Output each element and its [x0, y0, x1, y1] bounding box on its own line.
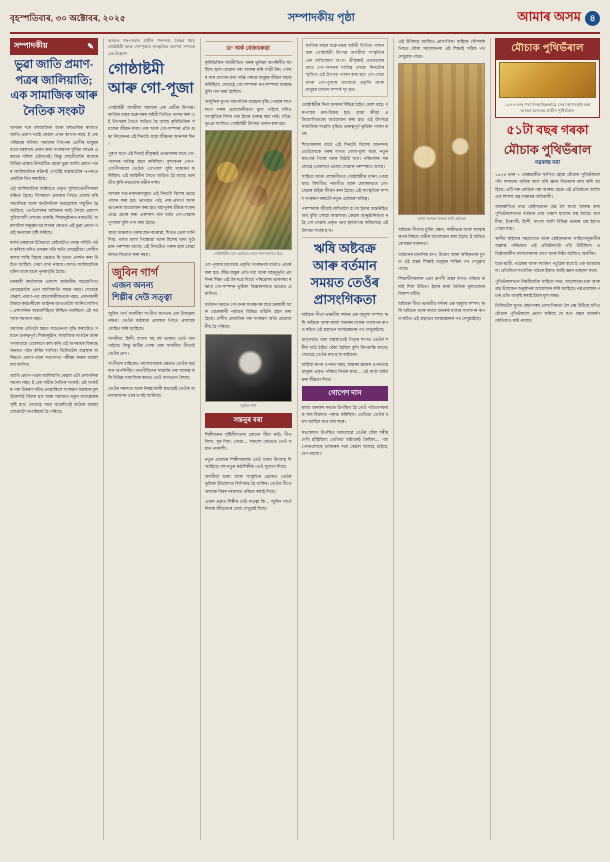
feature-paragraph: অসমীয়া ভাষা আৰু সংস্কৃতিৰ প্ৰচাৰত তেওঁৰ ভূমিকা ইতিহাসত লিপিবদ্ধ হৈ থাকিব। তেওঁৰ গীতে অসমক বিশ্বৰ দৰবাৰত পৰিচয় কৰাই দিছে। [204, 474, 292, 494]
feature-title: জুবিন গাৰ্গ [112, 266, 159, 279]
lead-body-col2b [205, 261, 292, 329]
editorial-paragraph: ৰাজ্য চৰকাৰে ইতিমধ্যে কেইবাটাও তদন্ত সমিতি গঠন কৰিছে যদিও তদন্তৰ গতি অতি লেহেমীয়া। দোষীসকলক শাস্তি বিহাৰ ক্ষেত্ৰত যি দৃঢ়তা প্ৰদৰ্শন কৰা উচিত আছিল, সেয়া দেখা নাযায়। ফলত জালিয়াতিৰ ঘটনা বাৰে বাৰে পুনৰাবৃত্তি হৈছে। [10, 240, 98, 275]
section-divider [302, 237, 389, 238]
editorial-body [10, 124, 98, 415]
feature-subtitle-1: এজন অনন্য [112, 280, 154, 291]
rail-headline-line1: ৫১টা বছৰ গৰকা [506, 122, 589, 137]
second-paragraph: এই উক্তিয়ে আজিও প্ৰাসংগিক। বাহ্যিক সৌন্দৰ্যৰ পিছত দৌৰা সমাজখনক এই শিক্ষাই সঠিক পথ দেখুৱাব পাৰে। [398, 39, 485, 59]
lead-kicker: অসমত গৰু-সেৱাৰ প্ৰাচীন পৰম্পৰা, বৈষ্ণৱ ধৰ্মৰ গোষ্ঠাষ্টমী আৰু গো-পূজাৰ সাংস্কৃতিক তাৎপৰ্য সম্পৰ্কে এক বিশ্লেষণ [108, 38, 195, 56]
rail-paragraph: পুথিভঁৰালখনে নিয়মীয়াকৈ সাহিত্য সভা, আলোচনা-চক্ৰ আৰু গ্ৰন্থ উন্মোচন অনুষ্ঠানৰ আয়োজন কৰি আহিছে। নৱপ্ৰজন্মক পঢ়াৰ প্ৰতি আকৃষ্ট কৰাই ইয়াৰ মূল লক্ষ্য। [495, 278, 600, 299]
editorial-header [10, 38, 98, 55]
feature-paragraph: তেওঁৰ সৰলতা আৰু নিৰহংকাৰী স্বভাৱেই তেওঁক জনসাধাৰণৰ ওচৰ চপাই আনিছে। [108, 385, 195, 398]
lead-paragraph: গ্ৰাম্য অঞ্চলত গৰুক স্নান কৰোৱা, শিঙত তেল সানি দিয়া, গলত মালা পিন্ধোৱা আৰু বিশেষ খাদ্য খুউৱাৰ পৰম্পৰা আছে। এই দিনটোত গৰুক হাল বোৱা কামত নিয়োগ কৰা নহয়। [108, 229, 195, 257]
lead-deck: কাৰ্তিক মাহৰ শুক্লপক্ষৰ অষ্টমী তিথিত পালন কৰা গোষ্ঠাষ্টমী উৎসৱ অসমীয়া সংস্কৃতিৰ এক অবিচ্ছেদ্য অংগ। শ্ৰীকৃষ্ণই প্ৰথমবাৰৰ বাবে গো-পালনৰ দায়িত্ব লোৱা দিনটোৰ স্মৃতিত এই উৎসৱ পালন কৰা হয়। গো-সেৱা আৰু গো-পূজাৰ মাজেৰে প্ৰকৃতি আৰু মানুহৰ মাজৰ সম্পৰ্ক দৃঢ় হয়। [302, 38, 389, 97]
second-body-col2 [398, 38, 485, 60]
feature-body-col2 [205, 431, 292, 513]
lead-article-column-1 [103, 38, 195, 840]
second-paragraph: মাতৃগৰ্ভত থকা অৱস্থাতেই পিতৃৰ শাপত তেওঁৰ শৰীৰ আঠ ঠাইত বেঁকা হৈছিল বুলি কিংবদন্তি আছে। সেয়েহে তেওঁৰ নাম হ’ল অষ্টবক্ৰ। [301, 337, 389, 357]
feature-byline: সন্তনুৰ বৰা [205, 413, 292, 428]
editorial-title: ভুৱা জাতি প্ৰমাণ-পত্ৰৰ জালিয়াতি; এক সামাজিক আৰু নৈতিক সংকট [10, 59, 98, 118]
second-paragraph: ৰাজা জনকৰ সভাত উপস্থিত হৈ তেওঁ পণ্ডিতসকলক বাদ-বিবাদত পৰাস্ত কৰিছিল। তেতিয়া তেওঁৰ বয়স আছিল মাত্ৰ বাৰ বছৰ। [301, 404, 389, 425]
second-article-headline: ঋষি অষ্টবক্ৰ আৰু বৰ্তমান সময়ত তেওঁৰ প্ৰাসংগিকতা [310, 240, 380, 307]
second-paragraph: অষ্টবক্ৰ গীতা ভাৰতীয় দৰ্শনৰ এক অমূল্য সম্পদ। ঋষি অষ্টবক্ৰ আৰু ৰাজা জনকৰ মাজৰ সংলাপৰ ৰূপত ৰচিত এই গ্ৰন্থখনে আত্মজ্ঞানৰ পথ দেখুৱাইছে। [301, 312, 389, 333]
feature-subtitle-2: শিল্পীৰ দেউ সত্ত্বা [112, 291, 173, 302]
brand-block [517, 8, 600, 29]
library-advertisement[interactable] [495, 38, 600, 118]
rail-headline-line2: মৌচাক পুথিভঁৰাল [503, 142, 592, 157]
section-title: সম্পাদকীয় পৃষ্ঠা [287, 12, 355, 24]
lead-byline: ড° অৰ্ক বেজবৰুৱা [205, 41, 292, 56]
feature-portrait-image [205, 334, 292, 402]
second-body-col1b [302, 404, 389, 458]
lead-paragraph: কৃষিভিত্তিক অৰ্থনীতিত গৰুৰ ভূমিকা অপৰিসীম আছিল। হাল বোৱাৰ পৰা আৰম্ভ কৰি গাড়ী টনা, গোবৰ সাৰ যোগান ধৰা পৰ্যন্ত গৰুৱে মানুহৰ জীৱন সহজ কৰিছিল। সেয়েহে গো-সম্পদক ধন-সম্পদৰ সমকক্ষ বুলি গণ্য কৰা হৈছিল। [204, 60, 292, 95]
lead-article-column-3 [297, 38, 389, 840]
lead-paragraph: গোষ্ঠাষ্টমীৰ দিনা অসমৰ বিভিন্ন ঠাইত মেলা বহে। গৰু-ম’হৰ ক্ৰয়-বিক্ৰয় হয়। গ্ৰাম্য ক্ৰীড়া প্ৰতিযোগিতাৰো আয়োজন কৰা হয়। এই উৎসৱে সামাজিক সংহতি বৃদ্ধিত গুৰুত্বপূৰ্ণ ভূমিকা পালন কৰে। [301, 102, 389, 137]
second-paragraph: সভাস্থলত উপস্থিত সকলোৱে তেওঁৰ বেঁকা শৰীৰ দেখি হাঁহিছিল। তেতিয়া অষ্টবক্ৰই কৈছিল— ‘আপোনালোকে চৰ্মকাৰৰ দৰে কেৱল ছালহে চাইছে, গুণ নাচায়।’ [301, 429, 389, 457]
feature-jubin-garg [108, 262, 195, 307]
editorial-label: সম্পাদকীয় [14, 41, 48, 50]
editorial-paragraph: এই জালিয়াতিৰ জৰিয়তে প্ৰকৃত সুবিধাভোগীসকল বঞ্চিত হৈছে। যিসকলে প্ৰজন্মৰ পিছত প্ৰজন্ম ধৰি সামাজিক আৰু অৰ্থনৈতিক অৱহেলাৰ সন্মুখীন হৈ আহিছে, তেওঁলোকৰ অধিকাৰ কাঢ়ি লৈছে একাংশ সুবিধাবাদী লোকে। চাকৰি, শিক্ষানুষ্ঠানত নামভৰ্তি, ব্যৱসায়িক অনুজ্ঞাপত্ৰ লাভৰ ক্ষেত্ৰত এই ভুৱা প্ৰমাণ-পত্ৰই অন্যায়ৰ সৃষ্টি কৰিছে। [10, 186, 98, 235]
rail-byline: নৱকান্ত বৰা [535, 160, 560, 167]
second-article-image [398, 63, 485, 215]
rail-body [495, 171, 600, 324]
second-body-col1 [302, 311, 389, 382]
lead-paragraph: গোষ্ঠাষ্টমী অসমীয়া সমাজৰ এক প্ৰাচীন উৎসৱ। কাৰ্তিক মাহৰ শুক্লপক্ষৰ অষ্টমী তিথিত পালন কৰা এই উৎসৱৰ সৈতে জড়িত হৈ আছে কৃষিভিত্তিক সমাজৰ জীৱন-ধাৰা। গৰু আৰু গো-সম্পদৰ প্ৰতি শ্ৰদ্ধা নিবেদনৰ এই দিনটো গ্ৰাম্য জীৱনৰ আনন্দৰ দিন। [108, 104, 195, 146]
lead-paragraph: গো-পূজাৰ মাজেৰে প্ৰকৃতি সংৰক্ষণৰ বাৰ্তাও প্ৰচাৰ কৰা হয়। জীৱ-জন্তুৰ প্ৰতি দয়া আৰু সহানুভূতি প্ৰদৰ্শনৰ শিক্ষা এই উৎসৱে দিয়ে। পৰিৱেশৰ ভাৰসাম্য ৰক্ষাত গো-সম্পদৰ ভূমিকা বিজ্ঞানসন্মত ভাৱেও প্ৰমাণিত। [204, 262, 292, 297]
rail-paragraph: ছাত্ৰ-ছাত্ৰী, গৱেষক আৰু সাধাৰণ পঢ়ুৱৈৰ বাবে ই এক আশ্ৰয়স্থল। প্ৰতিদিনে শতাধিক পাঠকে ইয়াত আহি জ্ঞান আহৰণ কৰে। [495, 261, 600, 274]
lead-article-image [205, 130, 292, 250]
lead-image-caption: গোষ্ঠাষ্টমীৰ দৃশ্য অংকিত এখন পৰম্পৰাগত চিত্ৰ [213, 252, 283, 257]
feature-body-col1 [108, 310, 195, 399]
feature-paragraph: এজন প্ৰকৃত শিল্পীৰ দেউ সত্ত্বা কি— জুবিন গাৰ্গে নিজৰ জীৱনেৰে সেয়া দেখুৱাই দিছে। [204, 498, 292, 512]
page-number-badge: ৪ [585, 11, 600, 26]
lead-paragraph: পৰম্পৰাক জীয়াই ৰাখিবলৈ হ’লে ইয়াৰ অন্তৰ্নিহিত অৰ্থ বুজি লোৱা আৱশ্যক। কেৱল আনুষ্ঠানিকতা নহৈ গো-সেৱাৰ প্ৰকৃত ভাব হৃদয়ংগম কৰিলেহে এই উৎসৱ সাৰ্থক হ’ব। [301, 205, 389, 233]
lead-headline: গোষ্ঠাষ্টমী আৰু গো-পূজা [108, 62, 194, 97]
masthead [10, 8, 600, 34]
second-paragraph: অষ্টবক্ৰ গীতাত মুক্তি, বন্ধন, সাক্ষীভাৱ আৰু আত্মস্বৰূপৰ বিষয়ে গভীৰ আলোচনা কৰা হৈছে। ই অদ্বৈত বেদান্তৰ সাৰকথা। [398, 226, 485, 247]
second-image-caption: ৰাজা জনকৰ সভাত ঋষি অষ্টবক্ৰ [417, 216, 466, 221]
rail-paragraph: ১৯৭৪ চনৰ ৭ ফেব্ৰুৱাৰীত স্থাপিত হোৱা মৌচাক পুথিভঁৰালে পাঁচ দশকৰো অধিক কাল ধৰি জ্ঞান বিতৰণৰ কাম কৰি আহিছে। এটি সৰু কোঠাৰ পৰা আৰম্ভ হোৱা এই প্ৰতিষ্ঠানে আজি এক বিশাল গ্ৰন্থ-সম্ভাৰৰ অধিকাৰী। [495, 172, 600, 199]
lead-body-col2 [205, 59, 292, 127]
rail-paragraph: স্থানীয় ৰাইজৰ সহযোগত আৰু কেইজনমান সাহিত্যানুৰাগীৰ অক্লান্ত পৰিশ্ৰমত এই প্ৰতিষ্ঠানটো গঢ়ি উঠিছিল। প্ৰতিষ্ঠাকালীন সদস্যসকলৰ ত্যাগ আৰু নিষ্ঠা আজিও স্মৰণীয়। [495, 236, 600, 256]
brand-name: আমাৰ অসম [517, 9, 581, 24]
second-article-column [393, 38, 485, 840]
editorial-paragraph: চৰকাৰী কাৰ্যালয়ৰ একাংশ কৰ্মচাৰীৰ সহযোগিতা নোহোৱাকৈ এনে জালিয়াতি সম্ভৱ নহয়। সেয়েহে কেৱল প্ৰমাণ-পত্ৰ গ্ৰহণকাৰীজনকে নহয়, প্ৰদানকাৰী বিষয়া-কৰ্মচাৰীকো আইনৰ আওতালৈ আনিব লাগিব। প্ৰশাসনিক জবাবদিহিতা নিশ্চিত নকৰিলে এই সমস্যাৰ সমাধান নহয়। [10, 279, 98, 321]
feature-paragraph: জুবিন গাৰ্গ অসমীয়া সংগীত জগতৰ এক উজ্জ্বল নক্ষত্ৰ। তেওঁৰ কণ্ঠস্বৰে প্ৰজন্মৰ পিছত প্ৰজন্মক মোহিত কৰি আহিছে। [108, 311, 195, 331]
lead-article-column-2 [200, 38, 292, 840]
lead-paragraph: আধুনিক যুগত যন্ত্ৰপাতিৰ ব্যৱহাৰ বৃদ্ধি পোৱাৰ লগে লগে গৰুৰ প্ৰয়োজনীয়তা হ্ৰাস পাইছে যদিও সাংস্কৃতিক দিশৰ পৰা ইয়াৰ গুৰুত্ব কমা নাই। গাঁৱে-ভূঞে আজিও গোষ্ঠাষ্টমী উৎসৱ পালন কৰা হয়। [204, 99, 292, 127]
feature-paragraph: শিল্পীজনৰ সৃষ্টিশীলতাৰ কোনো সীমা নাই। গীত লিখা, সুৰ দিয়া, গোৱা— সকলো ক্ষেত্ৰতে তেওঁ সমান পাৰদৰ্শী। [204, 431, 292, 452]
pen-icon: ✎ [87, 42, 94, 51]
feature-paragraph: অসমীয়া, হিন্দী, বাংলা সহ বহু ভাষাত তেওঁ গান গাইছে। কিন্তু মাটিৰ গোন্ধ থকা অসমীয়া গীতেই তেওঁৰ প্ৰাণ। [108, 336, 195, 356]
lead-paragraph: অসমৰ সত্ৰ-নামঘৰসমূহত এই দিনটো বিশেষ ভাৱে পালন কৰা হয়। ভাগৱত পাঠ, নাম-প্ৰসংগ আৰু ভাওনাৰ আয়োজন কৰা হয়। মহাপুৰুষ শ্ৰীমন্ত শংকৰদেৱে প্ৰচাৰ কৰা একশৰণ নাম ধৰ্মত গো-সেৱাক পুণ্যকৰ্ম বুলি গণ্য কৰা হৈছে। [108, 190, 195, 225]
editorial-paragraph: অসমৰ দৰে বহুজাতিক আৰু বহুভাষিক ৰাজ্যত জাতি প্ৰমাণ-পত্ৰই কেৱল এখন কাগজ নহয়, ই এক পৰিচয়ৰ দলিল। সমাজৰ পিছপৰা শ্ৰেণীৰ মানুহৰ বাবে চৰকাৰে প্ৰদান কৰা সংৰক্ষণৰ সুবিধা লাভৰ একমাত্ৰ দলিল এইখনেই। কিন্তু শেহতীয়াকৈ ৰাজ্যৰ বিভিন্ন প্ৰান্তত উদ্ঘাটিত হোৱা ভুৱা জাতি প্ৰমাণ-পত্ৰৰ জালিয়াতিৰ ঘটনাই গোটেই ব্যৱস্থাটোৰ ওপৰতে প্ৰশ্নচিহ্ন থিয় কৰাইছে। [10, 125, 98, 181]
lead-paragraph: সাহিত্য আৰু লোকগীতত গোষ্ঠাষ্টমীৰ বৰ্ণনা পোৱা যায়। বিহুগীত, নামগীত আৰু লোককথাত গো-সেৱাৰ মহিমা কীৰ্তন কৰা হৈছে। এই সাংস্কৃতিক সম্পদ সংৰক্ষণ কৰাটো নতুন প্ৰজন্মৰ দায়িত্ব। [301, 173, 389, 201]
second-paragraph: শিক্ষাৰ্থীসকলক এনে ধ্ৰুপদী গ্ৰন্থৰ লগত পৰিচয় কৰাই দিয়া উচিত। ইয়াৰ দ্বাৰা নৈতিক মূল্যবোধৰ বিকাশ ঘটিব। [398, 276, 485, 296]
lead-paragraph: পুৰাণ মতে এই দিনাই শ্ৰীকৃষ্ণই প্ৰথমবাৰৰ বাবে গো-পালনৰ দায়িত্ব গ্ৰহণ কৰিছিল। বৃন্দাবনৰ গোপ-গোপীসকলে তেওঁক ‘গোপাল’ বুলি সম্বোধন কৰিছিল। এই কাহিনীৰ সৈতে জড়িত হৈ আছে ভাৰতীয় কৃষি-সভ্যতাৰ গভীৰ দৰ্শন। [108, 151, 195, 186]
lead-paragraph: শিশুসকলৰ বাবে এই দিনটো বিশেষ আনন্দৰ। তেওঁলোকে গৰুৰ লগত খেলা-ধূলা কৰে, নতুন কাপোৰ পিন্ধে আৰু মিঠাই খায়। পৰিয়ালৰ সকলোৱে একেলগে ভোজ খোৱাৰ পৰম্পৰাও আছে। [301, 141, 389, 169]
editorial-paragraph: সমাজৰ প্ৰতিটো স্তৰত সচেতনতা বৃদ্ধি কৰাটোও সমানে গুৰুত্বপূৰ্ণ। শিক্ষানুষ্ঠান, সামাজিক সংগঠন আৰু গণমাধ্যমে একেলগে কাম কৰি এই অপৰাধৰ বিৰুদ্ধে জনমত গঠন কৰিব লাগিব। ডিজিটেল ব্যৱস্থাৰ জৰিয়তে প্ৰমাণ-পত্ৰৰ সত্যাসত্য পৰীক্ষা কৰাৰ ব্যৱস্থা লব লাগিব। [10, 325, 98, 368]
right-rail-column [490, 38, 600, 840]
second-paragraph: বৰ্তমানৰ মানসিক চাপ, উদ্বেগ আৰু অস্থিৰতাৰ যুগত এই গ্ৰন্থৰ শিক্ষাই মানুহক শান্তিৰ পথ দেখুৱাব পাৰে। [398, 251, 485, 272]
editorial-paragraph: জাতি প্ৰমাণ-পত্ৰৰ জালিয়াতি কেৱল এটা প্ৰশাসনিক সমস্যা নহয়, ই এক গভীৰ নৈতিক সংকট। এই সংকটৰ পৰা উত্তৰণ ঘটাব নোৱাৰিলে সংৰক্ষণ ব্যৱস্থাৰ মূল উদ্দেশ্যই বিফল হ'ব আৰু সমাজত নতুন অসন্তোষৰ সৃষ্টি হ'ব। সেয়েহে সময় থাকোঁতেই কঠোৰ ব্যৱস্থা লোৱাটো অপৰিহাৰ্য হৈ পৰিছে। [10, 372, 98, 414]
page-grid [10, 38, 600, 840]
ad-subtitle: ১৯৭৪ চনৰ পৰা নিৰৱচ্ছিন্নভাৱে সেৱা আগবঢ়াই অহা অসমৰ অন্যতম প্ৰাচীন পুথিভঁৰাল [504, 102, 591, 114]
second-body-col3 [398, 226, 485, 322]
feature-portrait-caption: জুবিন গাৰ্গ [240, 403, 257, 408]
second-paragraph: বাহ্যিক ৰূপৰ ওপৰত নহয়, অন্তৰৰ জ্ঞানৰ ওপৰতহে মানুহৰ প্ৰকৃত পৰিচয় নিৰ্ভৰ কৰে— এই বাৰ্তা অষ্টবক্ৰৰ জীৱনে দিয়ে। [301, 362, 389, 382]
lead-body-col3 [302, 101, 389, 234]
rail-paragraph: ডিজিটেল যুগত গ্ৰন্থাগাৰৰ প্ৰাসংগিকতা লৈ প্ৰশ্ন উঠিছে যদিও মৌচাক পুথিভঁৰালে প্ৰমাণ কৰিছে যে ছপা গ্ৰন্থৰ আকৰ্ষণ কেতিয়াও কমি নাযায়। [495, 303, 600, 323]
ad-book-cover-image [499, 62, 596, 98]
lead-paragraph: বৰ্তমান সময়ত গো-ধনৰ সংৰক্ষণৰ বাবে চৰকাৰী আৰু বেচৰকাৰী পৰ্যায়ত বিভিন্ন আঁচনি গ্ৰহণ কৰা হৈছে। দেশীয় প্ৰজাতিৰ গৰু সংৰক্ষণ অতি প্ৰয়োজনীয় হৈ পৰিছে। [204, 301, 292, 329]
rail-paragraph: আৰম্ভণিতে মাত্ৰ কেইশতমান গ্ৰন্থ লৈ যাত্ৰা আৰম্ভ কৰা পুথিভঁৰালখনত বৰ্তমান প্ৰায় পঞ্চাশ হাজাৰ গ্ৰন্থ আছে। অসমীয়া, ইংৰাজী, হিন্দী, বাংলা আদি বিভিন্ন ভাষাৰ গ্ৰন্থ ইয়াত পোৱা যায়। [495, 204, 600, 231]
feature-paragraph: নতুন প্ৰজন্মৰ শিল্পীসকলক তেওঁ সদায় উৎসাহ দি আহিছে। বহু নতুন কণ্ঠশিল্পীক তেওঁ সুযোগ দিছে। [204, 456, 292, 469]
editorial-column [10, 38, 98, 840]
feature-paragraph: সংগীতৰ বাহিৰেও সমাজসেৱাৰ ক্ষেত্ৰত তেওঁৰ অৱদান অপৰিসীম। বানপীড়িতৰ সাহাৰ্যৰ পৰা আৰম্ভ কৰি বিভিন্ন সামাজিক কামত তেওঁ আগভাগ লৈছে। [108, 360, 195, 381]
publication-date: বৃহস্পতিবাৰ, ৩০ অক্টোবৰ, ২০২৫ [10, 12, 126, 23]
second-article-byline: গোপেশ দাস [302, 386, 389, 401]
second-paragraph: অষ্টবক্ৰ গীতা ভাৰতীয় দৰ্শনৰ এক অমূল্য সম্পদ। ঋষি অষ্টবক্ৰ আৰু ৰাজা জনকৰ মাজৰ সংলাপৰ ৰূপত ৰচিত এই গ্ৰন্থখনে আত্মজ্ঞানৰ পথ দেখুৱাইছে। [398, 301, 485, 321]
lead-body-col1 [108, 104, 195, 258]
ad-title: মৌচাক পুথিভঁৰাল [496, 39, 599, 60]
